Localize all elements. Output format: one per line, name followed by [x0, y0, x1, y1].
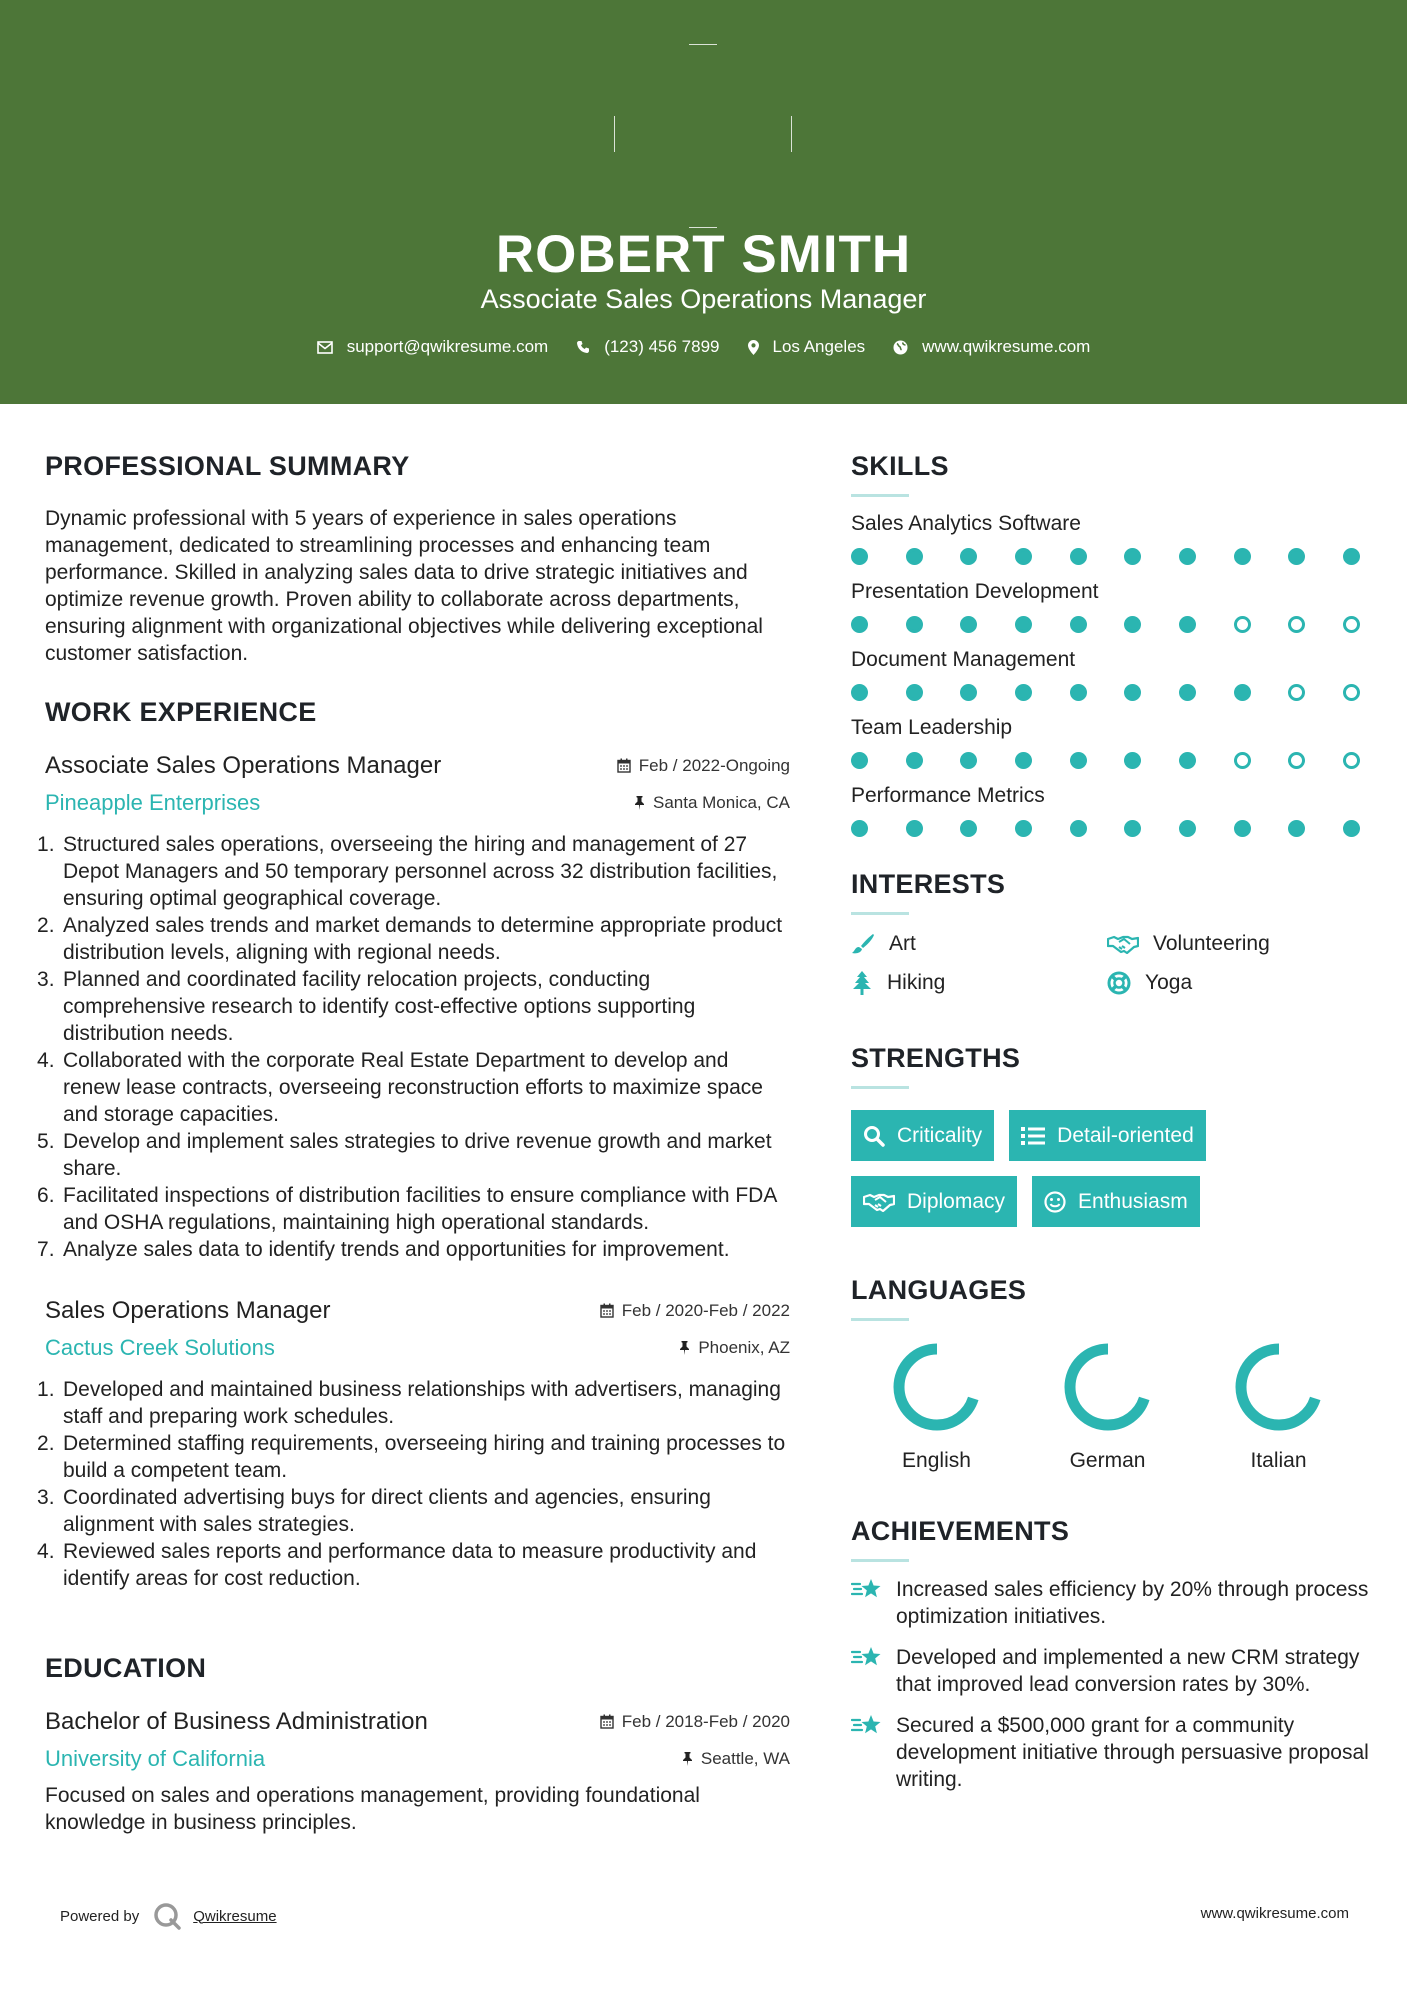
- skill-rating: [851, 548, 1360, 565]
- education-section: [45, 1648, 790, 1836]
- language-item: [1193, 1341, 1364, 1473]
- rating-dot-filled: [1179, 684, 1196, 701]
- smile-icon: [1044, 1191, 1066, 1213]
- interest-label: Volunteering: [1153, 932, 1270, 955]
- job-location-text: Santa Monica, CA: [652, 793, 790, 812]
- skill-item: [851, 510, 1371, 565]
- strength-label: Detail-oriented: [1057, 1123, 1194, 1147]
- strength-chip: [851, 1176, 1017, 1227]
- candidate-role: Associate Sales Operations Manager: [480, 284, 927, 314]
- skills-section: [851, 446, 1371, 837]
- skill-rating: [851, 820, 1360, 837]
- achievement-text: Developed and implemented a new CRM strategy that improved lead conversion rates by 30%.: [896, 1646, 1360, 1696]
- job-entry: [45, 1297, 790, 1592]
- rating-dot-filled: [906, 820, 923, 837]
- skill-rating: [851, 752, 1360, 769]
- rating-dot-empty: [1288, 752, 1305, 769]
- rating-dot-filled: [960, 616, 977, 633]
- pushpin-icon: [634, 796, 645, 810]
- experience-section: [45, 692, 790, 1592]
- skill-name: Team Leadership: [851, 716, 1013, 739]
- rating-dot-empty: [1343, 752, 1360, 769]
- job-date-text: Feb / 2022-Ongoing: [638, 755, 790, 775]
- calendar-icon: [617, 758, 631, 773]
- rating-dot-filled: [960, 820, 977, 837]
- phone-text: (123) 456 7899: [604, 337, 720, 356]
- section-title-skills: SKILLS: [851, 451, 949, 481]
- job-title: Sales Operations Manager: [45, 1297, 331, 1324]
- duty-list: [45, 831, 790, 1263]
- rating-dot-filled: [1234, 684, 1251, 701]
- website-text: www.qwikresume.com: [922, 337, 1091, 356]
- rating-dot-filled: [960, 752, 977, 769]
- achievement-item: [851, 1644, 1371, 1698]
- language-item: [1022, 1341, 1193, 1473]
- rating-dot-filled: [1015, 752, 1032, 769]
- duty-item: Facilitated inspections of distribution facilities to ensure compliance with FDA and OSHA regulations, maintaining high operational standards.: [63, 1184, 777, 1234]
- language-proficiency-ring: [1233, 1341, 1325, 1433]
- skill-name: Performance Metrics: [851, 784, 1045, 807]
- job-date: [617, 756, 790, 776]
- calendar-icon: [600, 1714, 614, 1729]
- company-name: Pineapple Enterprises: [45, 790, 261, 815]
- rating-dot-filled: [906, 548, 923, 565]
- achievement-text: Increased sales efficiency by 20% through process optimization initiatives.: [896, 1578, 1369, 1628]
- section-title-interests: INTERESTS: [851, 869, 1006, 899]
- rating-dot-filled: [1070, 548, 1087, 565]
- education-description: Focused on sales and operations management, providing foundational knowledge in business principles.: [45, 1784, 700, 1834]
- rating-dot-filled: [1124, 616, 1141, 633]
- interests-section: [851, 864, 1371, 995]
- job-location-text: Phoenix, AZ: [698, 1338, 790, 1357]
- rating-dot-filled: [1015, 820, 1032, 837]
- achievement-text: Secured a $500,000 grant for a community development initiative through persuasive proposal writing.: [896, 1714, 1369, 1791]
- duty-item: Planned and coordinated facility relocation projects, conducting comprehensive research to identify cost-effective options supporting distribution needs.: [63, 968, 696, 1045]
- language-name: English: [902, 1449, 971, 1472]
- interests-list: [851, 932, 1371, 995]
- contact-email[interactable]: [317, 337, 549, 357]
- job-location: [679, 1338, 790, 1358]
- duty-item: Determined staffing requirements, overseeing hiring and training processes to build a competent team.: [63, 1432, 786, 1482]
- rating-dot-empty: [1234, 752, 1251, 769]
- interest-item: [1107, 971, 1363, 995]
- rating-dot-filled: [1288, 548, 1305, 565]
- contact-location: [748, 337, 866, 357]
- job-date-text: Feb / 2020-Feb / 2022: [621, 1300, 790, 1320]
- summary-text: Dynamic professional with 5 years of experience in sales operations management, dedicated to streamlining processes and enhancing team performance. Skilled in analyzing sales data to drive strategic initiatives and optimize revenue growth. Proven ability to collaborate across departments, ensuring alignment with organizational objectives while delivering exceptional customer satisfaction.: [45, 507, 763, 665]
- footer-website[interactable]: www.qwikresume.com: [1200, 1905, 1349, 1922]
- achievement-item: [851, 1576, 1371, 1630]
- duty-item: Analyzed sales trends and market demands to determine appropriate product distribution levels, aligning with regional needs.: [63, 914, 783, 964]
- rating-dot-empty: [1343, 616, 1360, 633]
- rating-dot-filled: [1015, 616, 1032, 633]
- language-item: [851, 1341, 1022, 1473]
- envelope-icon: [317, 341, 333, 354]
- rating-dot-filled: [1179, 616, 1196, 633]
- rating-dot-filled: [1124, 548, 1141, 565]
- interest-item: [851, 971, 1107, 995]
- list-icon: [1021, 1126, 1045, 1146]
- section-rule: [851, 1086, 909, 1089]
- section-rule: [851, 1559, 909, 1562]
- rating-dot-filled: [1070, 616, 1087, 633]
- handshake-icon: [863, 1192, 895, 1212]
- language-name: German: [1069, 1449, 1146, 1472]
- rating-dot-empty: [1234, 616, 1251, 633]
- interest-label: Art: [889, 932, 916, 955]
- section-title-achievements: ACHIEVEMENTS: [851, 1516, 1070, 1546]
- rating-dot-filled: [1124, 820, 1141, 837]
- interest-label: Yoga: [1145, 971, 1193, 994]
- tree-icon: [851, 971, 873, 995]
- rating-dot-filled: [906, 752, 923, 769]
- powered-by-label: Powered by: [60, 1907, 140, 1925]
- search-icon: [863, 1125, 885, 1147]
- phone-icon: [576, 340, 590, 354]
- skill-item: [851, 646, 1371, 701]
- education-location: [682, 1749, 790, 1769]
- section-rule: [851, 1318, 909, 1321]
- strengths-list: [851, 1110, 1361, 1227]
- strength-chip: [1009, 1110, 1206, 1161]
- skill-rating: [851, 616, 1360, 633]
- location-text: Los Angeles: [772, 337, 866, 356]
- rating-dot-filled: [1179, 752, 1196, 769]
- rating-dot-empty: [1288, 616, 1305, 633]
- duty-item: Collaborated with the corporate Real Estate Department to develop and renew lease contracts, overseeing reconstruction efforts to maximize space and storage capacities.: [63, 1049, 763, 1126]
- resume-header: [0, 0, 1407, 404]
- rating-dot-filled: [1070, 820, 1087, 837]
- skill-rating: [851, 684, 1360, 701]
- degree-title: Bachelor of Business Administration: [45, 1708, 428, 1735]
- paintbrush-icon: [851, 933, 875, 955]
- rating-dot-filled: [1015, 684, 1032, 701]
- rating-dot-filled: [1070, 684, 1087, 701]
- duty-item: Develop and implement sales strategies to drive revenue growth and market share.: [63, 1130, 772, 1180]
- email-text: support@qwikresume.com: [346, 337, 549, 356]
- lifebuoy-icon: [1107, 971, 1131, 995]
- skill-name: Document Management: [851, 648, 1076, 671]
- duty-list: [45, 1376, 790, 1592]
- duty-item: Reviewed sales reports and performance data to measure productivity and identify areas for cost reduction.: [63, 1540, 757, 1590]
- strength-label: Diplomacy: [907, 1189, 1006, 1213]
- section-title-summary: PROFESSIONAL SUMMARY: [45, 451, 410, 481]
- education-entry: [45, 1708, 790, 1836]
- duty-item: Developed and maintained business relationships with advertisers, managing staff and preparing work schedules.: [63, 1378, 781, 1428]
- job-location: [634, 793, 790, 813]
- achievements-section: [851, 1511, 1371, 1793]
- interest-item: [851, 932, 1107, 956]
- achievement-item: [851, 1712, 1371, 1793]
- contact-website[interactable]: [893, 337, 1090, 357]
- pushpin-icon: [682, 1752, 693, 1766]
- rating-dot-filled: [906, 616, 923, 633]
- interest-item: [1107, 932, 1363, 956]
- duty-item: Analyze sales data to identify trends and opportunities for improvement.: [63, 1238, 730, 1261]
- calendar-icon: [600, 1303, 614, 1318]
- shooting-star-icon: [851, 1644, 884, 1671]
- right-column: [851, 446, 1371, 1793]
- map-pin-icon: [748, 340, 759, 355]
- rating-dot-filled: [1234, 548, 1251, 565]
- brand-link[interactable]: Qwikresume: [193, 1907, 277, 1925]
- languages-section: [851, 1270, 1371, 1473]
- education-date: [600, 1712, 790, 1732]
- rating-dot-filled: [1124, 752, 1141, 769]
- section-rule: [851, 494, 909, 497]
- strength-label: Enthusiasm: [1078, 1189, 1188, 1213]
- rating-dot-filled: [851, 616, 868, 633]
- school-name: University of California: [45, 1746, 266, 1771]
- language-proficiency-ring: [1062, 1341, 1154, 1433]
- rating-dot-filled: [960, 548, 977, 565]
- language-name: Italian: [1250, 1449, 1307, 1472]
- rating-dot-filled: [851, 820, 868, 837]
- rating-dot-filled: [906, 684, 923, 701]
- rating-dot-filled: [851, 752, 868, 769]
- rating-dot-filled: [960, 684, 977, 701]
- rating-dot-filled: [1070, 752, 1087, 769]
- pushpin-icon: [679, 1341, 690, 1355]
- rating-dot-filled: [1015, 548, 1032, 565]
- job-entry: [45, 752, 790, 1263]
- shooting-star-icon: [851, 1576, 884, 1603]
- globe-icon: [893, 340, 908, 355]
- contact-phone[interactable]: [576, 337, 719, 357]
- section-title-education: EDUCATION: [45, 1653, 207, 1683]
- skill-item: [851, 578, 1371, 633]
- qwikresume-logo-icon: [153, 1902, 183, 1930]
- skill-item: [851, 782, 1371, 837]
- strength-label: Criticality: [897, 1123, 983, 1147]
- languages-list: [851, 1341, 1371, 1473]
- section-title-languages: LANGUAGES: [851, 1275, 1027, 1305]
- left-column: [45, 446, 790, 1836]
- rating-dot-filled: [1124, 684, 1141, 701]
- rating-dot-empty: [1288, 684, 1305, 701]
- handshake-icon: [1107, 934, 1139, 954]
- strength-chip: [1032, 1176, 1200, 1227]
- rating-dot-filled: [1343, 820, 1360, 837]
- skill-name: Presentation Development: [851, 580, 1099, 603]
- contact-bar: [0, 337, 1407, 357]
- skill-name: Sales Analytics Software: [851, 512, 1081, 535]
- job-date: [600, 1301, 790, 1321]
- skills-list: [851, 510, 1371, 837]
- section-rule: [851, 912, 909, 915]
- duty-item: Structured sales operations, overseeing the hiring and management of 27 Depot Managers and 50 temporary personnel across 32 distribution facilities, ensuring optimal geographical coverage.: [63, 833, 778, 910]
- rating-dot-filled: [851, 548, 868, 565]
- job-title: Associate Sales Operations Manager: [45, 752, 442, 779]
- photo-placeholder: [611, 44, 795, 228]
- section-title-experience: WORK EXPERIENCE: [45, 697, 317, 727]
- interest-label: Hiking: [887, 971, 946, 994]
- duty-item: Coordinated advertising buys for direct clients and agencies, ensuring alignment with sales strategies.: [63, 1486, 711, 1536]
- shooting-star-icon: [851, 1712, 884, 1739]
- strength-chip: [851, 1110, 994, 1161]
- strengths-section: [851, 1038, 1371, 1227]
- candidate-name: ROBERT SMITH: [495, 225, 912, 284]
- achievements-list: [851, 1576, 1371, 1793]
- skill-item: [851, 714, 1371, 769]
- section-title-strengths: STRENGTHS: [851, 1043, 1021, 1073]
- company-name: Cactus Creek Solutions: [45, 1335, 275, 1360]
- education-location-text: Seattle, WA: [700, 1749, 790, 1768]
- rating-dot-filled: [851, 684, 868, 701]
- rating-dot-filled: [1343, 548, 1360, 565]
- powered-by: [60, 1902, 277, 1930]
- rating-dot-empty: [1343, 684, 1360, 701]
- summary-section: [45, 446, 790, 667]
- education-date-text: Feb / 2018-Feb / 2020: [621, 1711, 790, 1731]
- rating-dot-filled: [1234, 820, 1251, 837]
- rating-dot-filled: [1179, 820, 1196, 837]
- rating-dot-filled: [1288, 820, 1305, 837]
- rating-dot-filled: [1179, 548, 1196, 565]
- language-proficiency-ring: [891, 1341, 983, 1433]
